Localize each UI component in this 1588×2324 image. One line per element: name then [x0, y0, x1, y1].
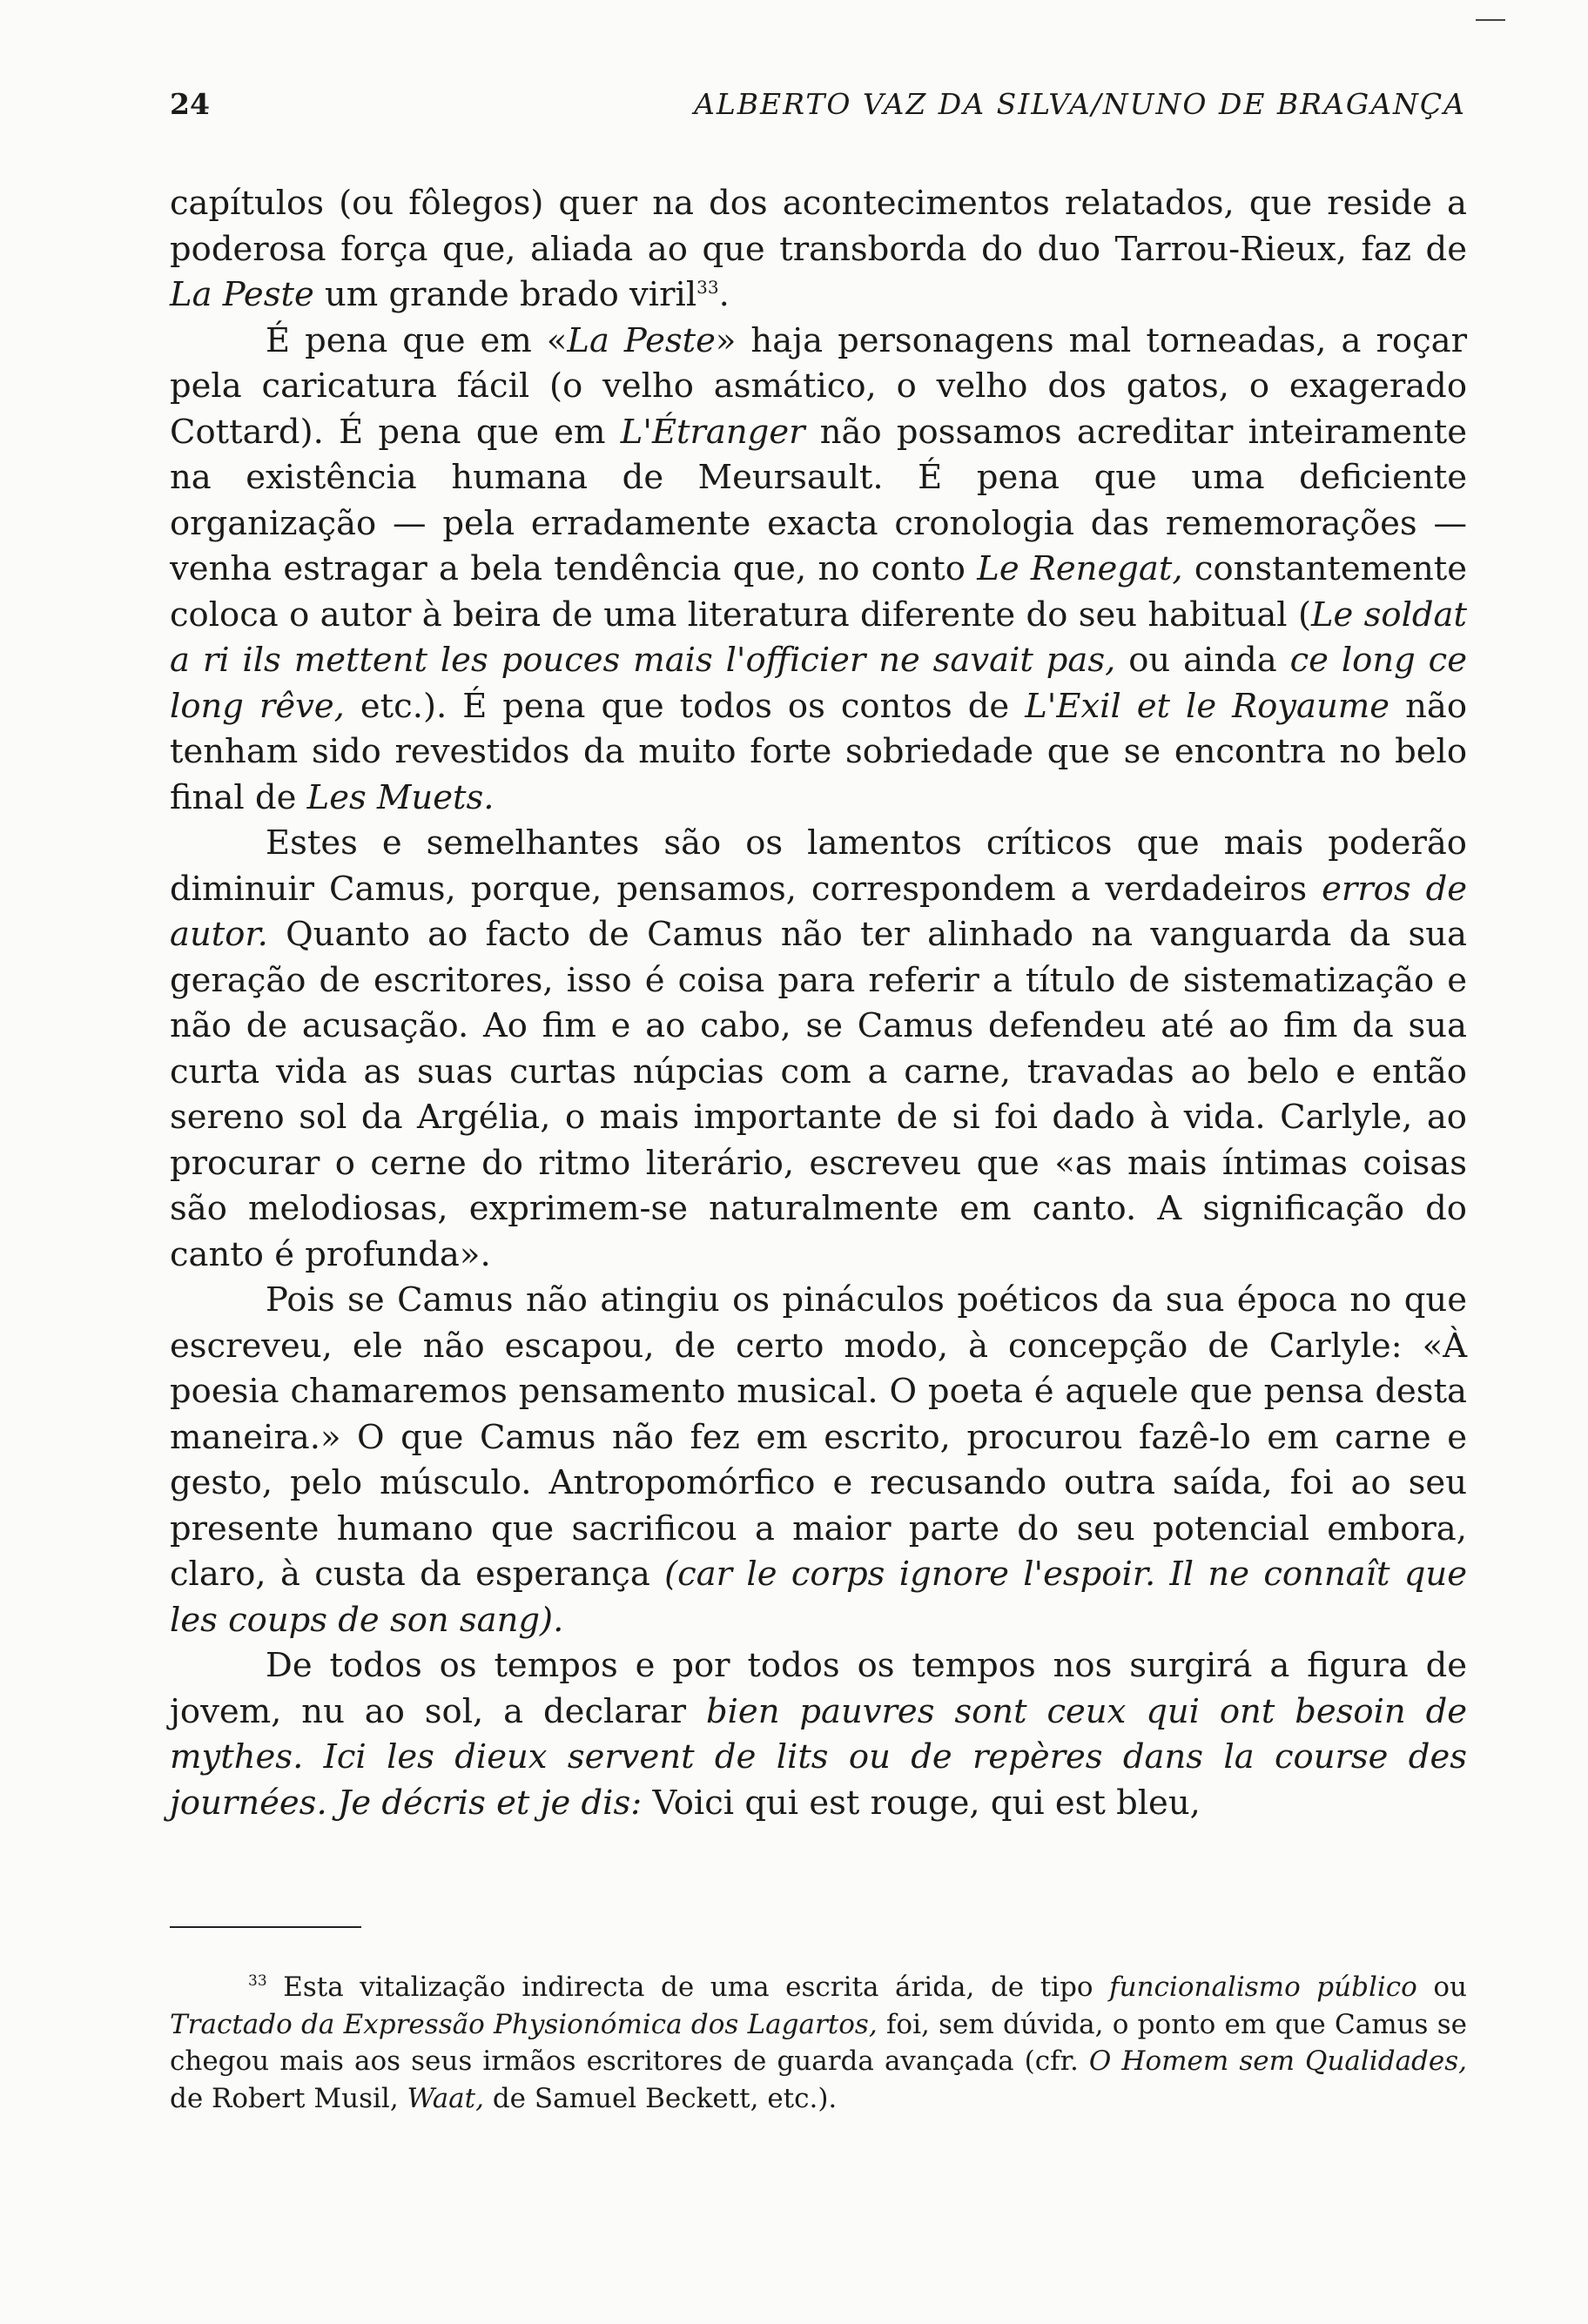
body-text: [170, 181, 1467, 1826]
italic-run: Tractado da Expressão Physionómica dos Lagartos,: [170, 2008, 878, 2040]
corner-mark: [1476, 19, 1505, 21]
text-run: constantemente coloca o autor à beira de uma literatura diferente do seu habitual (: [170, 549, 1467, 635]
paragraph-4: [170, 1278, 1467, 1643]
footnote-number: 33: [248, 1972, 267, 1990]
text-run: foi, sem dúvida, o ponto em que Camus se chegou mais aos seus irmãos escritores de guarda avançada (cfr.: [170, 2008, 1467, 2077]
paragraph-1: [170, 181, 1467, 319]
italic-run: funcionalismo público: [1109, 1971, 1417, 2003]
text-run: não tenham sido revestidos da muito forte sobriedade que se encontra no belo final de: [170, 686, 1467, 817]
text-run: Pois se Camus não atingiu os pináculos poéticos da sua época no que escreveu, ele não escapou, de certo modo, à concepção de Carlyle: «À poesia chamaremos pensamento musical. O poeta é aquele que pensa desta maneira.» O que Camus não fez em escrito, procurou fazê-lo em carne e gesto, pelo músculo. Antropomórfico e recusando outra saída, foi ao seu presente humano que sacrificou a maior parte do seu potencial embora, claro, à custa da esperança: [170, 1280, 1467, 1594]
italic-run: L'Étranger: [620, 412, 805, 452]
text-run: um grande brado viril: [313, 275, 697, 314]
text-run: .: [718, 275, 730, 314]
text-run: De todos os tempos e por todos os tempos nos surgirá a figura de jovem, nu ao sol, a declarar: [170, 1646, 1467, 1731]
paragraph-3: [170, 821, 1467, 1278]
footnote-divider: [170, 1926, 361, 1928]
italic-run: L'Exil et le Royaume: [1025, 686, 1390, 726]
italic-run: (car le corps ignore l'espoir. Il ne connaît que les coups de son sang).: [170, 1555, 1467, 1640]
text-run: não possamos acreditar inteiramente na existência humana de Meursault. É pena que uma deficiente organização — pela erradamente exacta cronologia das rememorações — venha estragar a bela tendência que, no conto: [170, 412, 1467, 588]
page-number: 24: [170, 87, 210, 121]
running-head: ALBERTO VAZ DA SILVA/NUNO DE BRAGANÇA: [694, 87, 1466, 121]
text-run: Quanto ao facto de Camus não ter alinhado na vanguarda da sua geração de escritores, isso é coisa para referir a título de sistematização e não de acusação. Ao fim e ao cabo, se Camus defendeu até ao fim da sua curta vida as suas curtas núpcias com a carne, travadas ao belo e então sereno sol da Argélia, o mais importante de si foi dado à vida. Carlyle, ao procurar o cerne do ritmo literário, escreveu que «as mais íntimas coisas são melodiosas, exprimem-se naturalmente em canto. A significação do canto é profunda».: [170, 915, 1467, 1274]
italic-run: Le soldat a ri ils mettent les pouces mais l'officier ne savait pas,: [170, 594, 1467, 680]
text-run: capítulos (ou fôlegos) quer na dos acontecimentos relatados, que reside a poderosa força que, aliada ao que transborda do duo Tarrou-Rieux, faz de: [170, 184, 1467, 269]
italic-run: erros de autor.: [170, 869, 1467, 954]
text-run: de Samuel Beckett, etc.).: [483, 2082, 838, 2114]
italic-run: La Peste: [170, 275, 314, 314]
text-run: de Robert Musil,: [170, 2082, 407, 2114]
text-run: É pena que em «: [266, 320, 568, 360]
text-run: » haja personagens mal torneadas, a roçar pela caricatura fácil (o velho asmático, o velho dos gatos, o exagerado Cottard). É pena que em: [170, 320, 1467, 452]
italic-run: Le Renegat,: [977, 549, 1183, 588]
footnote-ref[interactable]: 33: [696, 277, 719, 298]
text-run: etc.). É pena que todos os contos de: [344, 686, 1026, 726]
text-run: Voici qui est rouge, qui est bleu,: [642, 1783, 1201, 1823]
paragraph-2: [170, 319, 1467, 822]
text-run: ou: [1416, 1971, 1468, 2003]
text-run: ou ainda: [1115, 641, 1290, 680]
text-run: Esta vitalização indirecta de uma escrita árida, de tipo: [266, 1971, 1110, 2003]
italic-run: bien pauvres sont ceux qui ont besoin de mythes. Ici les dieux servent de lits ou de repères dans la course des journées. Je décris et je dis:: [170, 1691, 1467, 1823]
italic-run: O Homem sem Qualidades,: [1088, 2045, 1468, 2077]
page-header: [170, 87, 1466, 131]
italic-run: Waat,: [407, 2082, 484, 2114]
italic-run: ce long ce long rêve,: [170, 641, 1468, 726]
paragraph-5: [170, 1643, 1467, 1826]
italic-run: La Peste: [567, 320, 716, 360]
text-run: Estes e semelhantes são os lamentos críticos que mais poderão diminuir Camus, porque, pensamos, correspondem a verdadeiros: [170, 823, 1467, 909]
italic-run: Les Muets.: [306, 777, 495, 817]
footnote-33: [170, 1969, 1467, 2117]
